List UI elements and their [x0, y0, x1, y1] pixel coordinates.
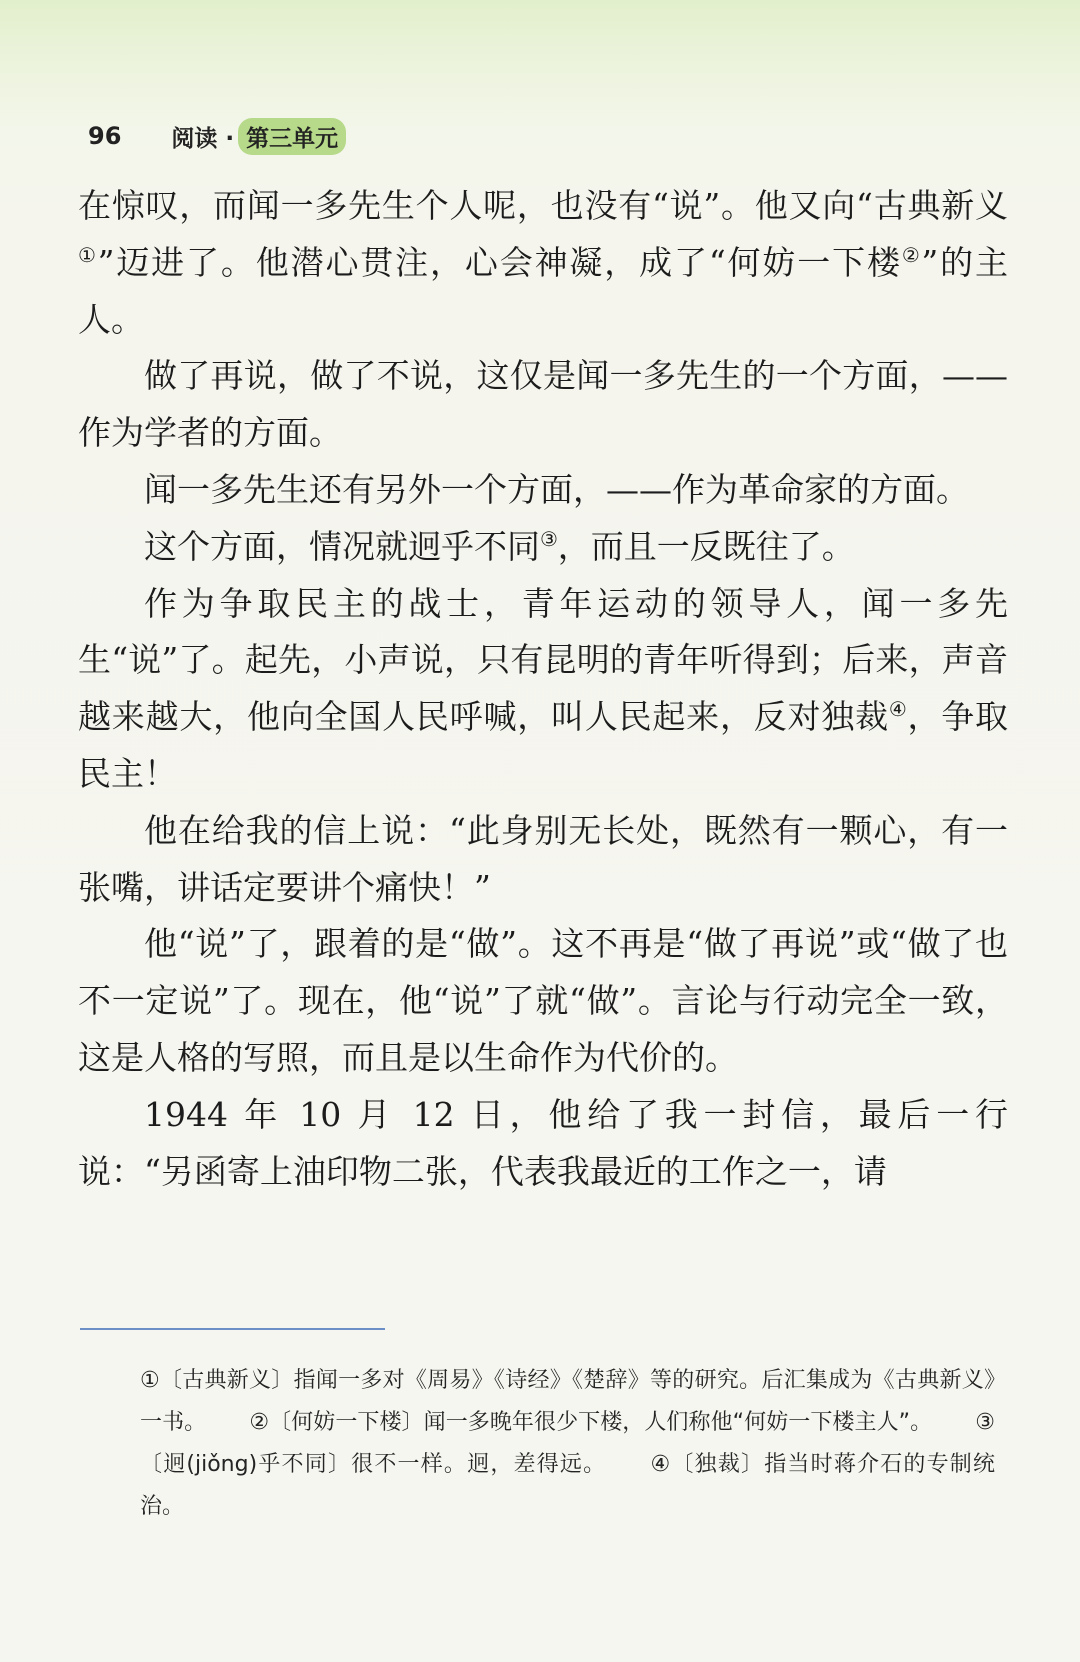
paragraph — [78, 519, 1008, 576]
paragraph-text: 他在给我的信上说：“此身别无长处，既然有一颗心，有一张嘴，讲话定要讲个痛快！” — [78, 810, 1008, 907]
footnote-item: ①〔古典新义〕指闻一多对《周易》《诗经》《楚辞》等的研究。后汇集成为《古典新义》一书。 — [140, 1368, 995, 1435]
footnote-marker: ② — [901, 243, 922, 267]
footnote-marker: ④ — [888, 698, 908, 722]
paragraph — [78, 178, 1008, 348]
paragraph-text: ，争取民主！ — [78, 697, 1009, 793]
paragraph-text: 这个方面，情况就迥乎不同 — [144, 526, 540, 566]
paragraph — [78, 462, 1008, 519]
footnote-item: ③〔迥(jiǒng)乎不同〕很不一样。迥，差得远。 — [140, 1410, 995, 1477]
footnote-item: ④〔独裁〕指当时蒋介石的专制统治。 — [140, 1452, 995, 1519]
paragraph-text: 他“说”了，跟着的是“做”。这不再是“做了再说”或“做了也不一定说”了。现在，他“说”了就“做”。言论与行动完全一致，这是人格的写照，而且是以生命作为代价的。 — [78, 924, 1008, 1077]
paragraph-text: 作为争取民主的战士，青年运动的领导人，闻一多先生“说”了。起先，小声说，只有昆明的青年听得到；后来，声音越来越大，他向全国人民呼喊，叫人民起来，反对独裁 — [78, 583, 1008, 737]
paragraph-text: ”的主人。 — [78, 242, 1009, 339]
paragraph-text: 1944 年 10 月 12 日，他给了我一封信，最后一行说：“另函寄上油印物二张，代表我最近的工作之一，请 — [78, 1094, 1008, 1191]
paragraph — [78, 576, 1008, 803]
paragraph-text: ，而且一反既往了。 — [557, 526, 855, 566]
paragraph-text: ”迈进了。他潜心贯注，心会神凝，成了“何妨一下楼 — [97, 242, 902, 282]
footnote-marker: ③ — [540, 527, 558, 551]
paragraph — [78, 348, 1008, 462]
paragraph — [78, 916, 1008, 1086]
paragraph-text: 闻一多先生还有另外一个方面，——作为革命家的方面。 — [144, 469, 969, 509]
unit-badge: 第三单元 — [238, 118, 346, 155]
paragraph-text: 做了再说，做了不说，这仅是闻一多先生的一个方面，——作为学者的方面。 — [78, 356, 1008, 453]
footnote-divider — [80, 1328, 385, 1330]
page-number: 96 — [88, 122, 122, 150]
paragraph — [78, 1087, 1008, 1201]
paragraph-text: 在惊叹，而闻一多先生个人呢，也没有“说”。他又向“古典新义 — [78, 186, 1008, 225]
footnote-marker: ① — [78, 243, 98, 267]
main-text — [78, 178, 1008, 1200]
section-label: 阅读 · — [171, 125, 235, 152]
footnote-item: ②〔何妨一下楼〕闻一多晚年很少下楼，人们称他“何妨一下楼主人”。 — [249, 1410, 933, 1435]
footnotes — [140, 1360, 995, 1528]
paragraph — [78, 803, 1008, 917]
page-header — [88, 116, 346, 156]
